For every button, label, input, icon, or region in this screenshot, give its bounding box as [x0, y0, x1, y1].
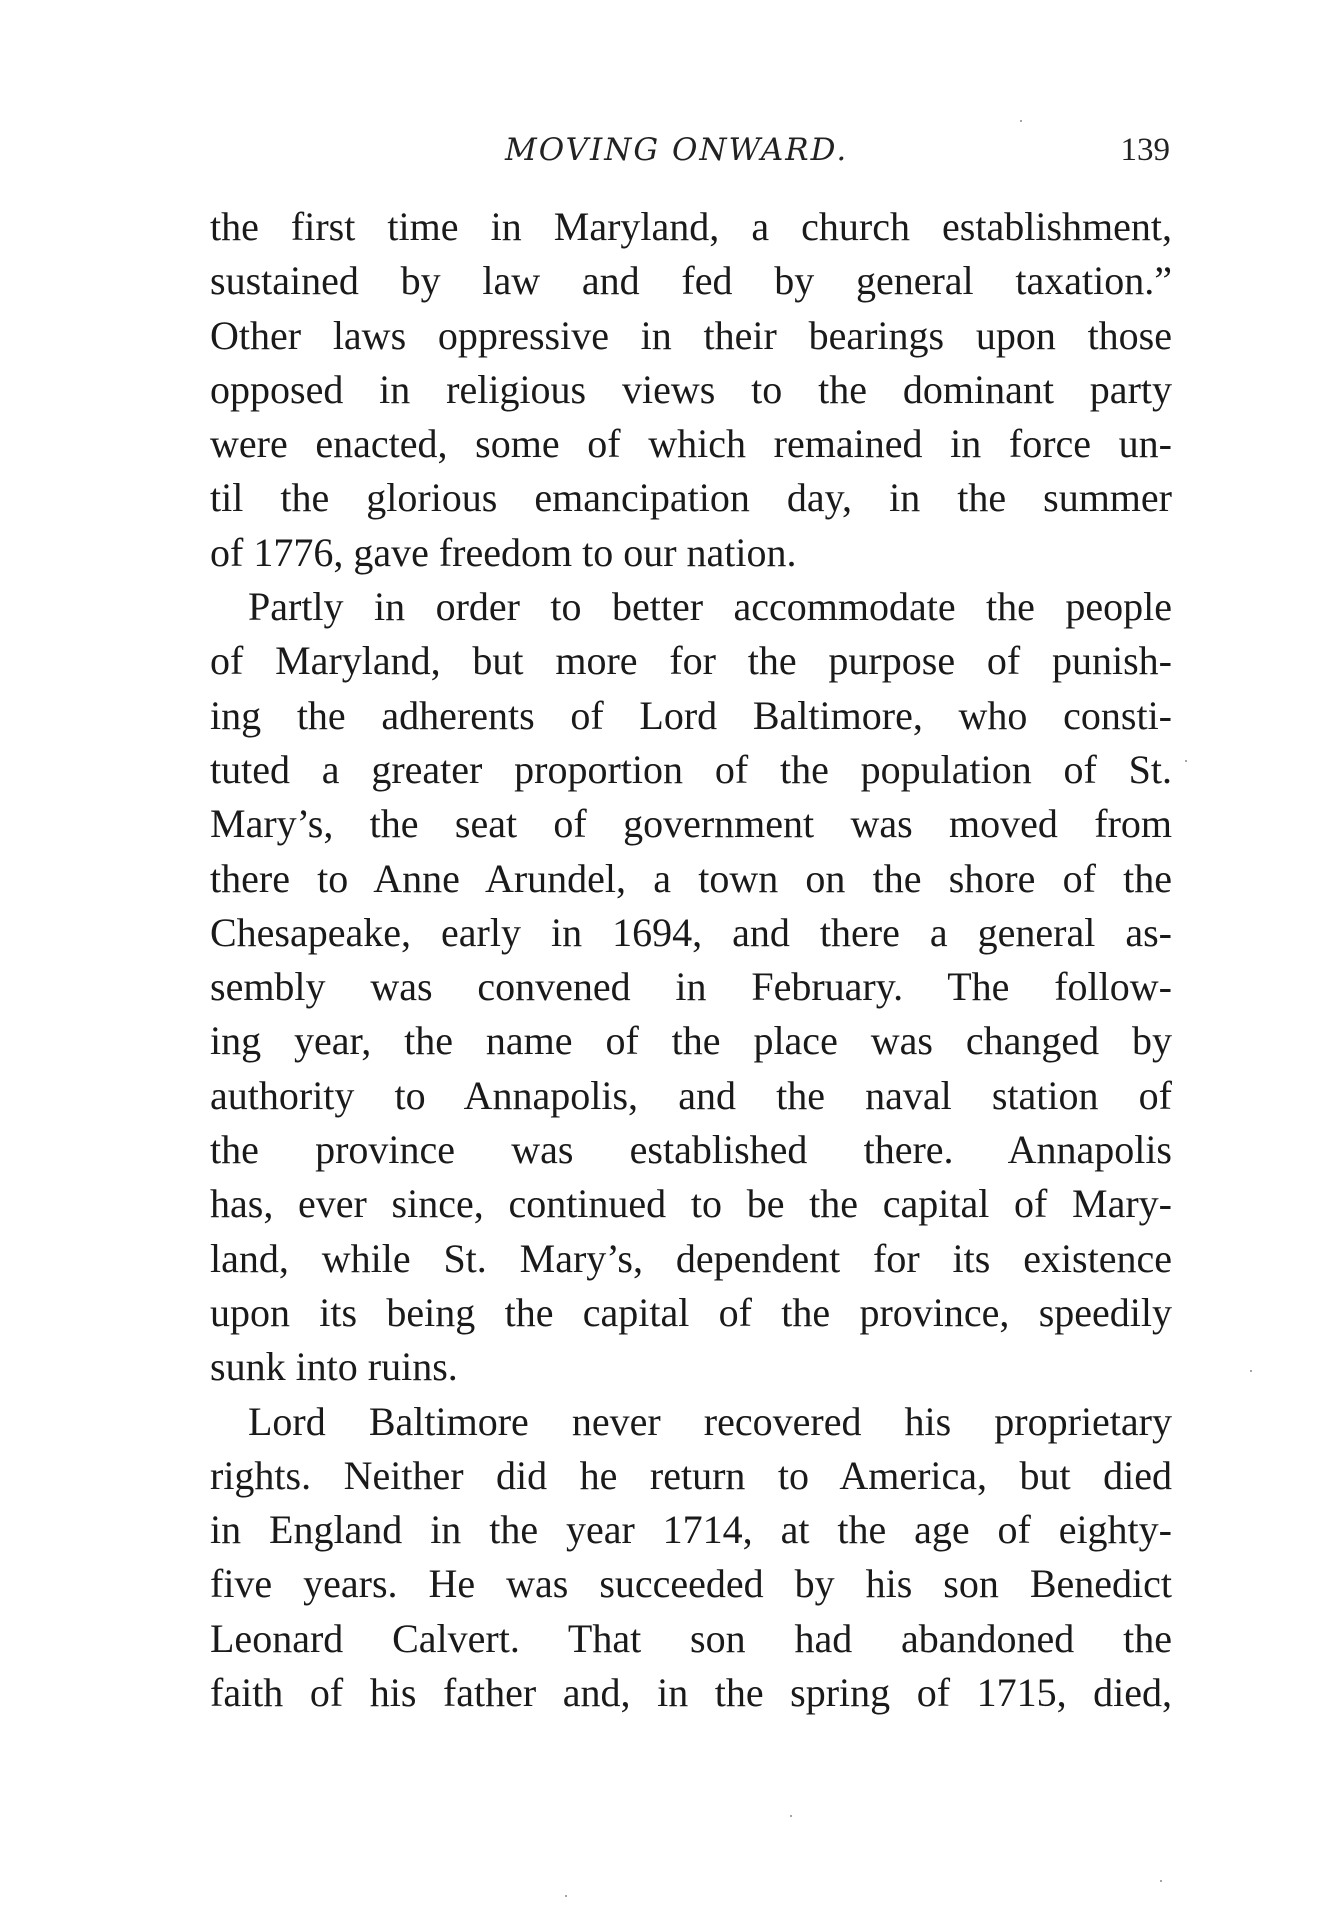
text-line: authority to Annapolis, and the naval station of [210, 1072, 1172, 1118]
paper-speck [1160, 1880, 1162, 1882]
paper-speck [1185, 760, 1187, 762]
text-line: Leonard Calvert. That son had abandoned the [210, 1615, 1172, 1661]
text-line: til the glorious emancipation day, in the summer [210, 475, 1172, 521]
paper-speck [1250, 1370, 1252, 1372]
text-line: tuted a greater proportion of the population of St. [210, 746, 1172, 792]
text-line: Chesapeake, early in 1694, and there a general as- [210, 909, 1172, 955]
text-line: were enacted, some of which remained in force un- [210, 421, 1172, 467]
running-head [210, 132, 1170, 182]
paragraph-2 [210, 580, 1172, 1394]
text-line: sunk into ruins. [210, 1344, 458, 1390]
text-line: of 1776, gave freedom to our nation. [210, 529, 797, 575]
running-title: MOVING ONWARD. [505, 132, 849, 168]
text-line: Lord Baltimore never recovered his proprietary [248, 1398, 1172, 1444]
text-line: of Maryland, but more for the purpose of punish- [210, 638, 1172, 684]
text-line: Partly in order to better accommodate the people [248, 584, 1172, 630]
text-line: opposed in religious views to the dominant party [210, 366, 1172, 412]
text-line: sembly was convened in February. The follow- [210, 964, 1172, 1010]
text-line: Other laws oppressive in their bearings upon those [210, 312, 1172, 358]
text-line: faith of his father and, in the spring of 1715, died, [210, 1670, 1172, 1716]
paragraph-1 [210, 200, 1172, 580]
text-line: in England in the year 1714, at the age of eighty- [210, 1507, 1172, 1553]
text-line: ing the adherents of Lord Baltimore, who consti- [210, 692, 1172, 738]
paper-speck [1020, 120, 1022, 122]
text-line: there to Anne Arundel, a town on the shore of the [210, 855, 1172, 901]
text-line: sustained by law and fed by general taxation.” [210, 258, 1172, 304]
page-number: 139 [1120, 132, 1170, 168]
text-line: ing year, the name of the place was changed by [210, 1018, 1172, 1064]
text-line: land, while St. Mary’s, dependent for its existence [210, 1235, 1172, 1281]
text-line: rights. Neither did he return to America, but died [210, 1452, 1172, 1498]
text-line: Mary’s, the seat of government was moved from [210, 801, 1172, 847]
text-line: five years. He was succeeded by his son Benedict [210, 1561, 1172, 1607]
text-line: the province was established there. Annapolis [210, 1127, 1172, 1173]
text-line: the first time in Maryland, a church establishment, [210, 204, 1172, 249]
text-line: upon its being the capital of the province, speedily [210, 1289, 1172, 1335]
paper-speck [790, 1815, 792, 1817]
text-line: has, ever since, continued to be the capital of Mary- [210, 1181, 1172, 1227]
paper-speck [565, 1895, 567, 1897]
body-text [210, 200, 1172, 1720]
paragraph-3 [210, 1395, 1172, 1721]
